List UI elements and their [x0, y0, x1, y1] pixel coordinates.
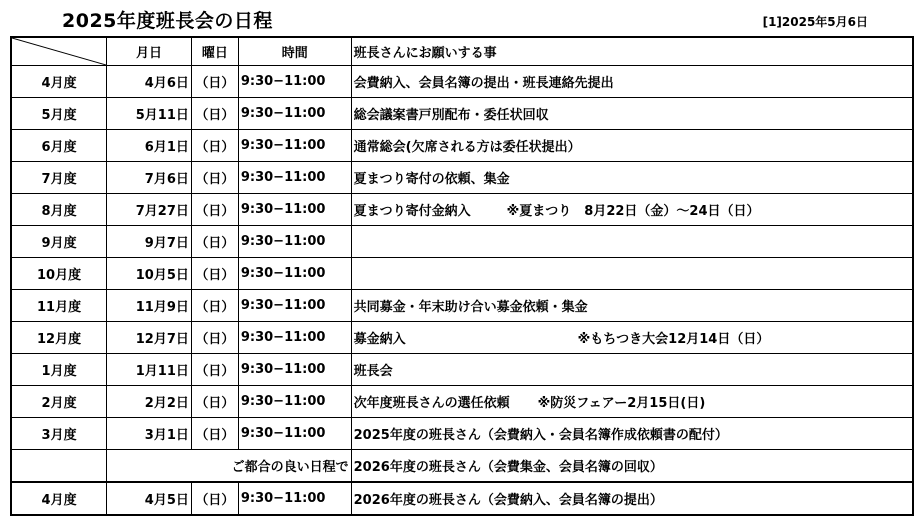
header-time: 時間: [238, 37, 351, 66]
month-cell: 1月度: [11, 354, 107, 386]
day-cell: （日）: [191, 386, 238, 418]
header-day: 曜日: [191, 37, 238, 66]
table-row: [11, 354, 913, 386]
date-cell: 2月2日: [107, 386, 192, 418]
request-cell: [351, 162, 913, 194]
request-text: 総会議案書戸別配布・委任状回収: [353, 108, 549, 123]
date-cell: 12月7日: [107, 322, 192, 354]
date-cell: 4月6日: [107, 66, 192, 98]
date-cell: 5月11日: [107, 98, 192, 130]
time-cell: 9:30−11:00: [238, 386, 351, 418]
month-cell: 5月度: [11, 98, 107, 130]
date-cell: 7月27日: [107, 194, 192, 226]
day-cell: （日）: [191, 290, 238, 322]
time-cell: 9:30−11:00: [238, 258, 351, 290]
time-cell: 9:30−11:00: [238, 290, 351, 322]
day-cell: （日）: [191, 354, 238, 386]
table-row: [11, 258, 913, 290]
request-cell: [351, 130, 913, 162]
table-row: [11, 386, 913, 418]
request-text: 次年度班長さんの選任依頼: [353, 396, 510, 411]
header-request: 班長さんにお願いする事: [351, 37, 913, 66]
request-cell: [351, 98, 913, 130]
time-cell: 9:30−11:00: [238, 226, 351, 258]
day-cell: （日）: [191, 130, 238, 162]
request-note: ※もちつき大会12月14日（日）: [577, 332, 770, 347]
month-cell: 11月度: [11, 290, 107, 322]
special-row: [11, 450, 913, 483]
request-text: 募金納入: [353, 332, 406, 347]
last-time: 9:30−11:00: [238, 482, 351, 515]
time-cell: 9:30−11:00: [238, 66, 351, 98]
table-row: [11, 98, 913, 130]
table-row: [11, 322, 913, 354]
schedule-table: [10, 36, 914, 516]
date-cell: 1月11日: [107, 354, 192, 386]
date-cell: 6月1日: [107, 130, 192, 162]
time-cell: 9:30−11:00: [238, 194, 351, 226]
date-cell: 10月5日: [107, 258, 192, 290]
request-text: 班長会: [353, 364, 393, 379]
month-cell: 8月度: [11, 194, 107, 226]
last-request: 2026年度の班長さん（会費納入、会員名簿の提出）: [351, 482, 913, 515]
date-cell: 11月9日: [107, 290, 192, 322]
day-cell: （日）: [191, 66, 238, 98]
last-month: 4月度: [11, 482, 107, 515]
request-cell: [351, 226, 913, 258]
request-cell: [351, 354, 913, 386]
corner-cell: [11, 37, 107, 66]
time-cell: 9:30−11:00: [238, 354, 351, 386]
last-day: （日）: [191, 482, 238, 515]
month-cell: 10月度: [11, 258, 107, 290]
date-cell: 9月7日: [107, 226, 192, 258]
request-cell: [351, 418, 913, 450]
table-row: [11, 194, 913, 226]
month-cell: 9月度: [11, 226, 107, 258]
day-cell: （日）: [191, 418, 238, 450]
table-row: [11, 418, 913, 450]
request-cell: [351, 322, 913, 354]
month-cell: 7月度: [11, 162, 107, 194]
request-cell: [351, 258, 913, 290]
month-cell: 3月度: [11, 418, 107, 450]
document-title: 2025年度班長会の日程: [62, 10, 273, 32]
time-cell: 9:30−11:00: [238, 322, 351, 354]
month-cell: 4月度: [11, 66, 107, 98]
request-note: ※夏まつり 8月22日（金）～24日（日）: [506, 204, 760, 219]
request-cell: [351, 290, 913, 322]
request-text: 通常総会(欠席される方は委任状提出）: [353, 140, 581, 155]
day-cell: （日）: [191, 226, 238, 258]
day-cell: （日）: [191, 322, 238, 354]
request-text: 夏まつり寄付金納入: [353, 204, 471, 219]
special-request: 2026年度の班長さん（会費集金、会員名簿の回収）: [351, 450, 913, 483]
last-row: [11, 482, 913, 515]
request-note: ※防災フェアー2月15日(日): [537, 396, 706, 411]
table-row: [11, 130, 913, 162]
time-cell: 9:30−11:00: [238, 162, 351, 194]
day-cell: （日）: [191, 162, 238, 194]
table-row: [11, 290, 913, 322]
request-cell: [351, 66, 913, 98]
request-text: 会費納入、会員名簿の提出・班長連絡先提出: [353, 76, 614, 91]
header-row: [11, 37, 913, 66]
request-text: 夏まつり寄付の依頼、集金: [353, 172, 510, 187]
day-cell: （日）: [191, 194, 238, 226]
table-row: [11, 162, 913, 194]
last-date: 4月5日: [107, 482, 192, 515]
table-row: [11, 226, 913, 258]
header-date: 月日: [107, 37, 192, 66]
special-merged-cell: ご都合の良い日程で: [107, 450, 352, 483]
request-text: 共同募金・年末助け合い募金依頼・集金: [353, 300, 588, 315]
table-row: [11, 66, 913, 98]
time-cell: 9:30−11:00: [238, 418, 351, 450]
day-cell: （日）: [191, 258, 238, 290]
document-date: [1]2025年5月6日: [762, 15, 868, 29]
date-cell: 3月1日: [107, 418, 192, 450]
request-cell: [351, 194, 913, 226]
month-cell: 2月度: [11, 386, 107, 418]
time-cell: 9:30−11:00: [238, 130, 351, 162]
day-cell: （日）: [191, 98, 238, 130]
date-cell: 7月6日: [107, 162, 192, 194]
special-empty-cell: [11, 450, 107, 483]
request-cell: [351, 386, 913, 418]
time-cell: 9:30−11:00: [238, 98, 351, 130]
month-cell: 12月度: [11, 322, 107, 354]
month-cell: 6月度: [11, 130, 107, 162]
request-text: 2025年度の班長さん（会費納入・会員名簿作成依頼書の配付）: [353, 428, 728, 443]
